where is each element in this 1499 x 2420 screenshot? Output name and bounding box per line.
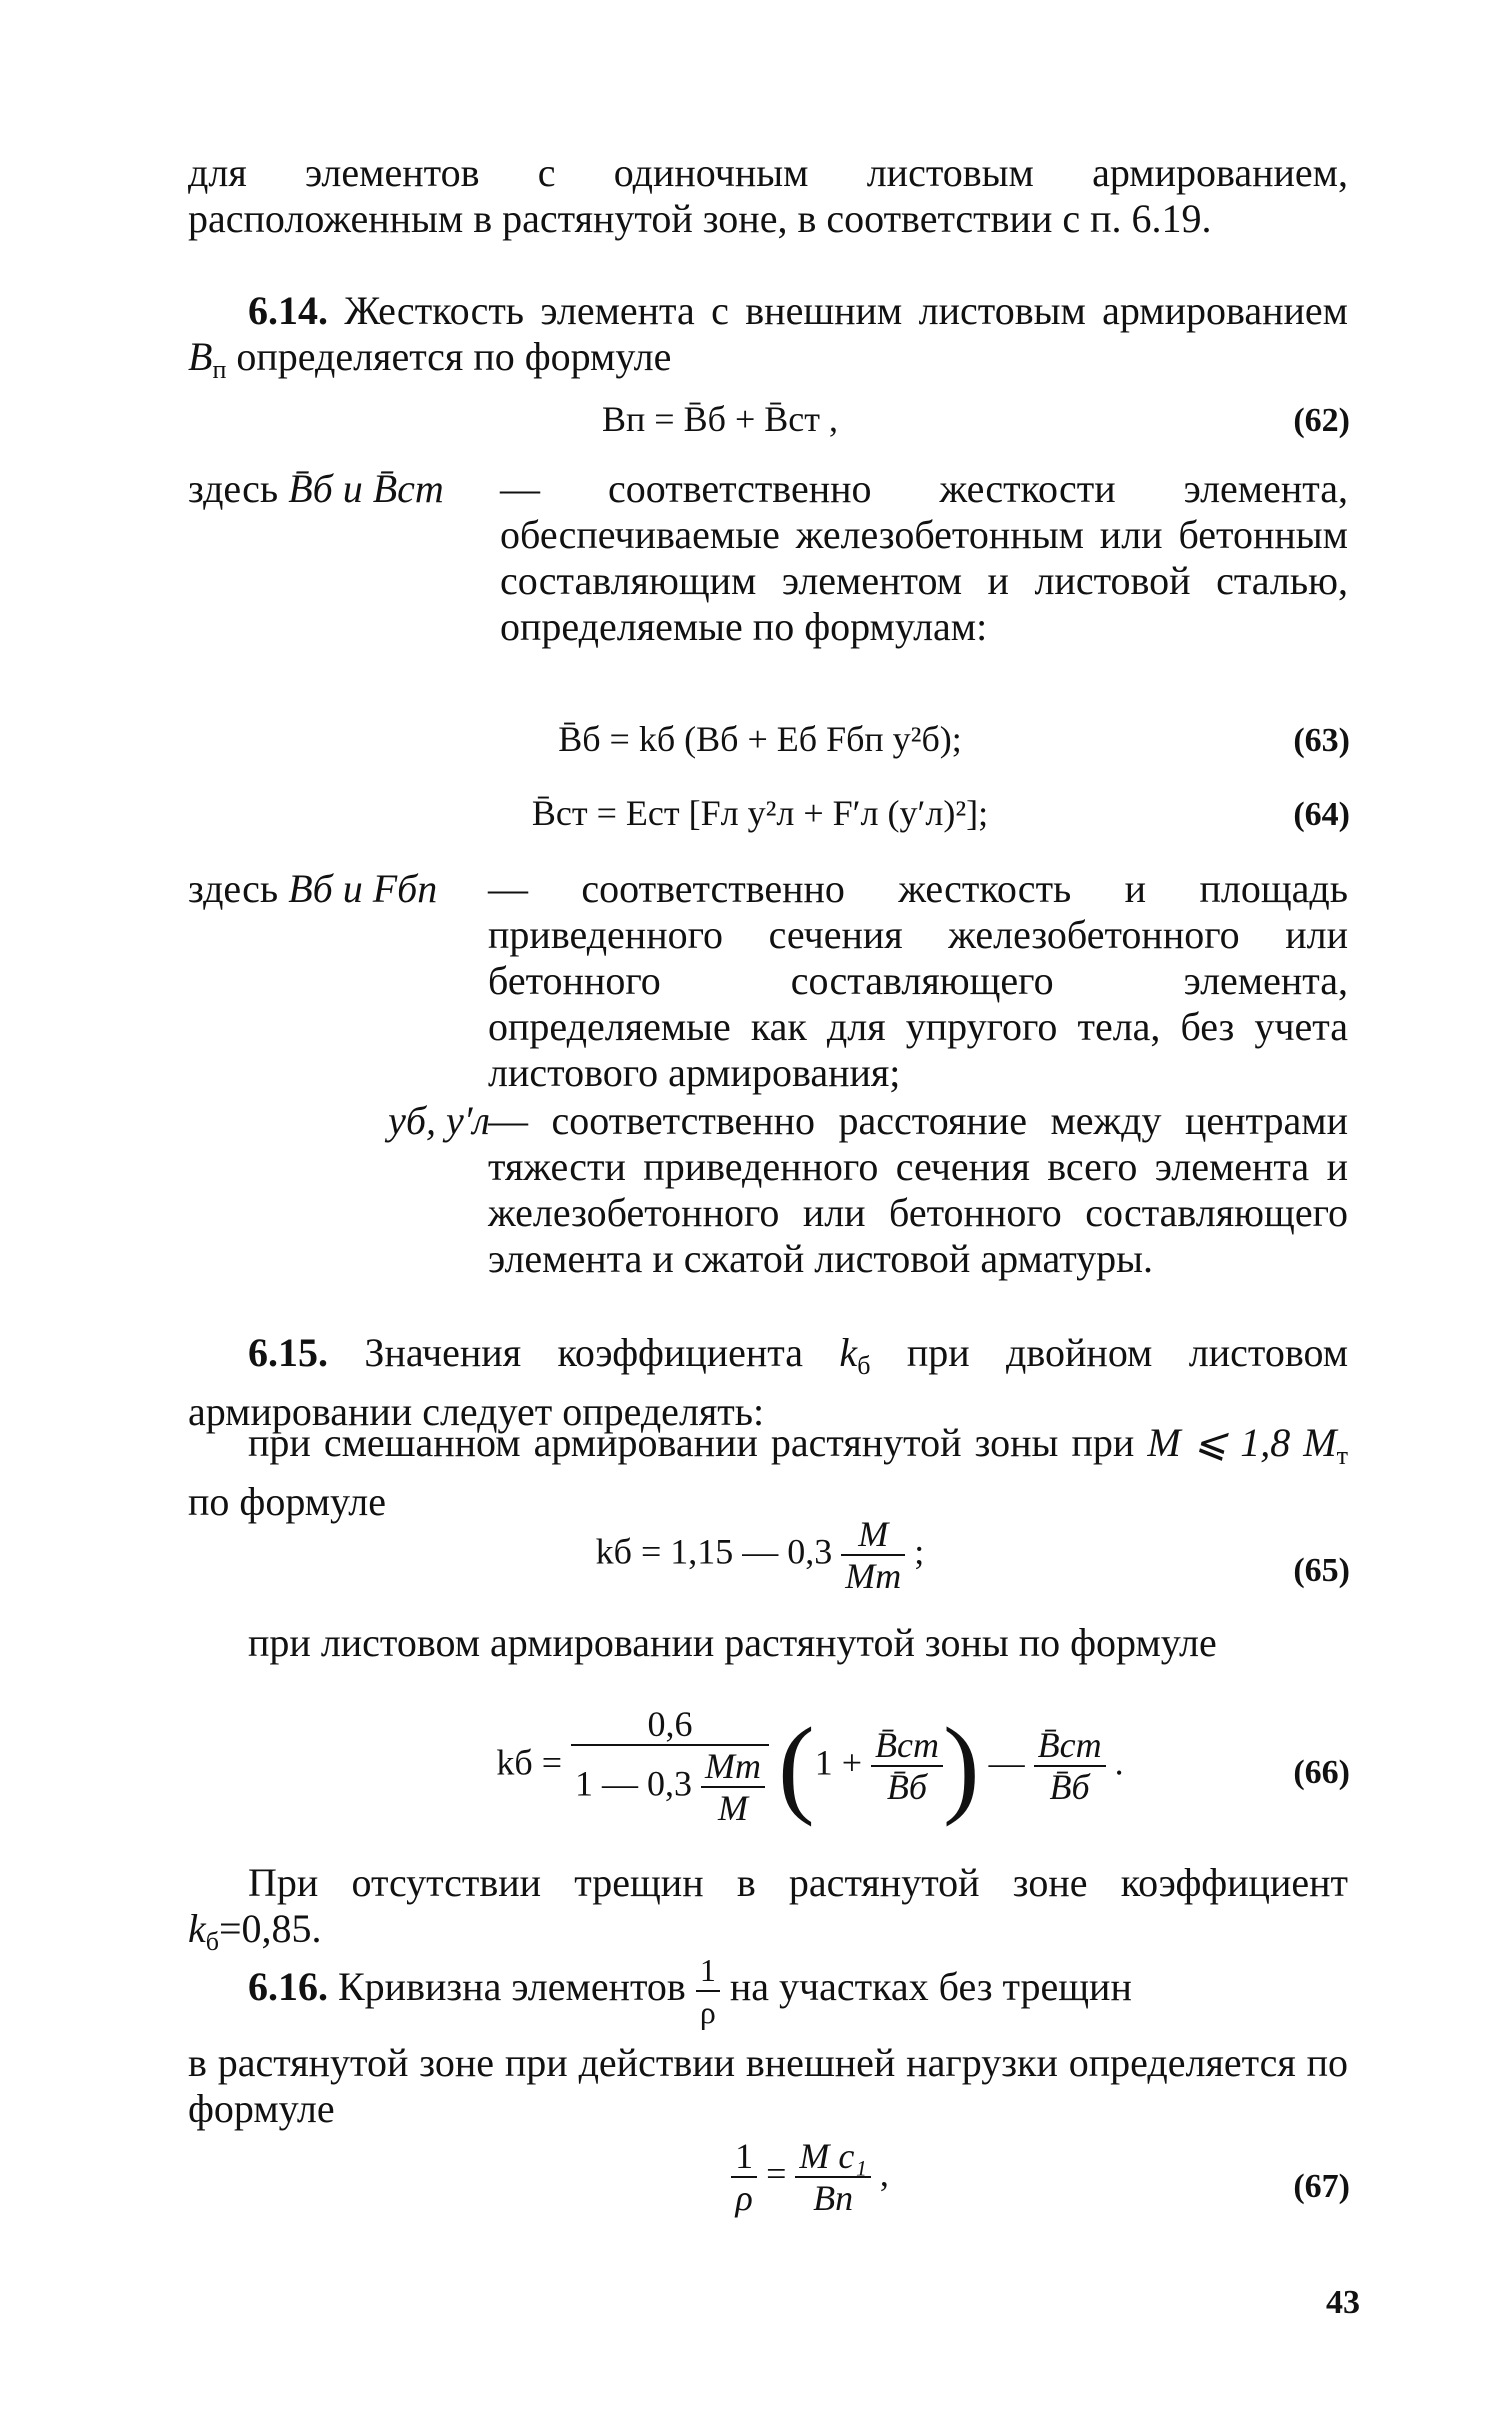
rhs-fraction [795,2136,870,2218]
formula-62: Bп = B̄б + B̄ст , [602,399,838,439]
definition-intro: здесь [188,466,279,511]
equation-number-67: (67) [1293,2168,1350,2205]
definition-1-term [188,466,498,512]
definition-symbols: Bб и Fбп [288,866,438,911]
formula-lhs: kб = 1,15 — 0,3 [595,1531,833,1572]
lhs-fraction [731,2136,757,2218]
condition: M ⩽ 1,8 M [1147,1420,1337,1465]
section-text-end: определяется по формуле [236,334,672,379]
condition-subscript: т [1336,1441,1348,1470]
rhs-numerator: M c₁ [795,2136,870,2178]
denominator-text: 1 — 0,3 [575,1763,693,1804]
fraction-denominator [571,1746,769,1828]
symbol: B [188,334,213,379]
fraction [841,1514,905,1596]
paragraph-text: При отсутствии трещин в растянутой зоне коэффициент [248,1860,1348,1905]
fraction-numerator: 0,6 [571,1704,769,1746]
lhs-denominator: ρ [735,2178,753,2218]
section-text: Значения коэффициента [364,1330,804,1375]
symbol-subscript: п [212,355,227,384]
right-fraction [1034,1725,1106,1807]
paren-numerator: B̄ст [871,1725,943,1767]
paragraph-mixed-reinforcement [188,1420,1348,1525]
right-denominator: B̄б [1049,1767,1090,1807]
paragraph-text-end: по формуле [188,1479,386,1524]
paragraph-continuation: для элементов с одиночным листовым армированием, расположенным в растянутой зоне, в соответствии с п. 6.19. [188,150,1348,241]
formula-end: , [879,2153,889,2194]
paragraph-sheet-reinforcement: при листовом армировании растянутой зоны по формуле [248,1620,1217,1665]
section-number: 6.15. [248,1330,328,1375]
minus-sign: — [988,1742,1025,1783]
paragraph-text-end: =0,85. [219,1906,322,1951]
section-6-16-rest: в растянутой зоне при действии внешней нагрузки определяется по формуле [188,2040,1348,2131]
equation-number-66: (66) [1293,1754,1350,1791]
page-number: 43 [1326,2284,1360,2321]
lhs-numerator: 1 [731,2136,757,2178]
formula-end: ; [914,1531,925,1572]
right-paren: ) [942,1705,980,1827]
equation-number-62: (62) [1293,402,1350,439]
right-numerator: B̄ст [1034,1725,1106,1767]
symbol-subscript: б [205,1927,219,1956]
equation-number-64: (64) [1293,796,1350,833]
section-text: Кривизна элементов [338,1964,686,2010]
paren-denominator: B̄б [886,1767,928,1807]
formula-63: B̄б = kб (Bб + Eб Fбп y²б); [558,719,962,759]
section-text-end: при двойном листовом армировании следует определять: [188,1330,1349,1434]
inner-denominator: M [718,1788,749,1828]
section-6-16-line1 [248,1950,1348,2032]
equals-sign: = [766,2153,787,2194]
formula-lhs: kб = [496,1742,563,1783]
formula-67 [660,2136,960,2218]
formula-66 [420,1704,1200,1828]
fraction-denominator: ρ [699,1994,716,2030]
paragraph-text: при смешанном армировании растянутой зоны при [248,1420,1135,1465]
definition-symbols: B̄б и B̄ст [288,466,444,511]
section-number: 6.14. [248,288,328,333]
fraction-numerator: 1 [696,1950,720,1992]
inner-fraction [701,1746,765,1828]
left-paren: ( [778,1705,815,1827]
section-number: 6.16. [248,1964,328,2010]
definition-3-term: yб, y′л [388,1098,490,1143]
symbol: k [839,1330,858,1375]
section-text: Жесткость элемента с внешним листовым армированием [344,288,1348,333]
equation-number-65: (65) [1293,1552,1350,1589]
definition-2-text: — соответственно жесткость и площадь приведенного сечения железобетонного или бетонного составляющего элемента, определяемые как для упругого тела, без учета листового армирования; [488,866,1348,1095]
section-text-b: на участках без трещин [729,1964,1132,2010]
definition-2-term [188,866,528,912]
equation-number-63: (63) [1293,722,1350,759]
curvature-fraction [696,1950,720,2032]
definition-1-text: — соответственно жесткости элемента, обеспечиваемые железобетонным или бетонным составляющим элементом и листовой сталью, определяемые по формулам: [500,466,1348,649]
paren-text: 1 + [814,1742,862,1783]
symbol: k [188,1906,206,1951]
fraction-denominator: Mт [845,1556,902,1596]
fraction-main [571,1704,769,1828]
formula-end: . [1114,1742,1124,1783]
formula-64: B̄ст = Eст [Fл y²л + F′л (y′л)²]; [531,793,989,833]
inner-numerator: Mт [701,1746,765,1788]
section-6-14 [188,288,1348,393]
definition-3-text: — соответственно расстояние между центрами тяжести приведенного сечения всего элемента и железобетонного или бетонного составляющего элемента и сжатой листовой арматуры. [488,1098,1348,1281]
formula-65 [520,1514,1000,1596]
paren-fraction [871,1725,943,1807]
definition-intro: здесь [188,866,279,911]
symbol-subscript: б [857,1351,871,1380]
fraction-numerator: M [841,1514,905,1556]
rhs-denominator: Bп [813,2178,854,2218]
